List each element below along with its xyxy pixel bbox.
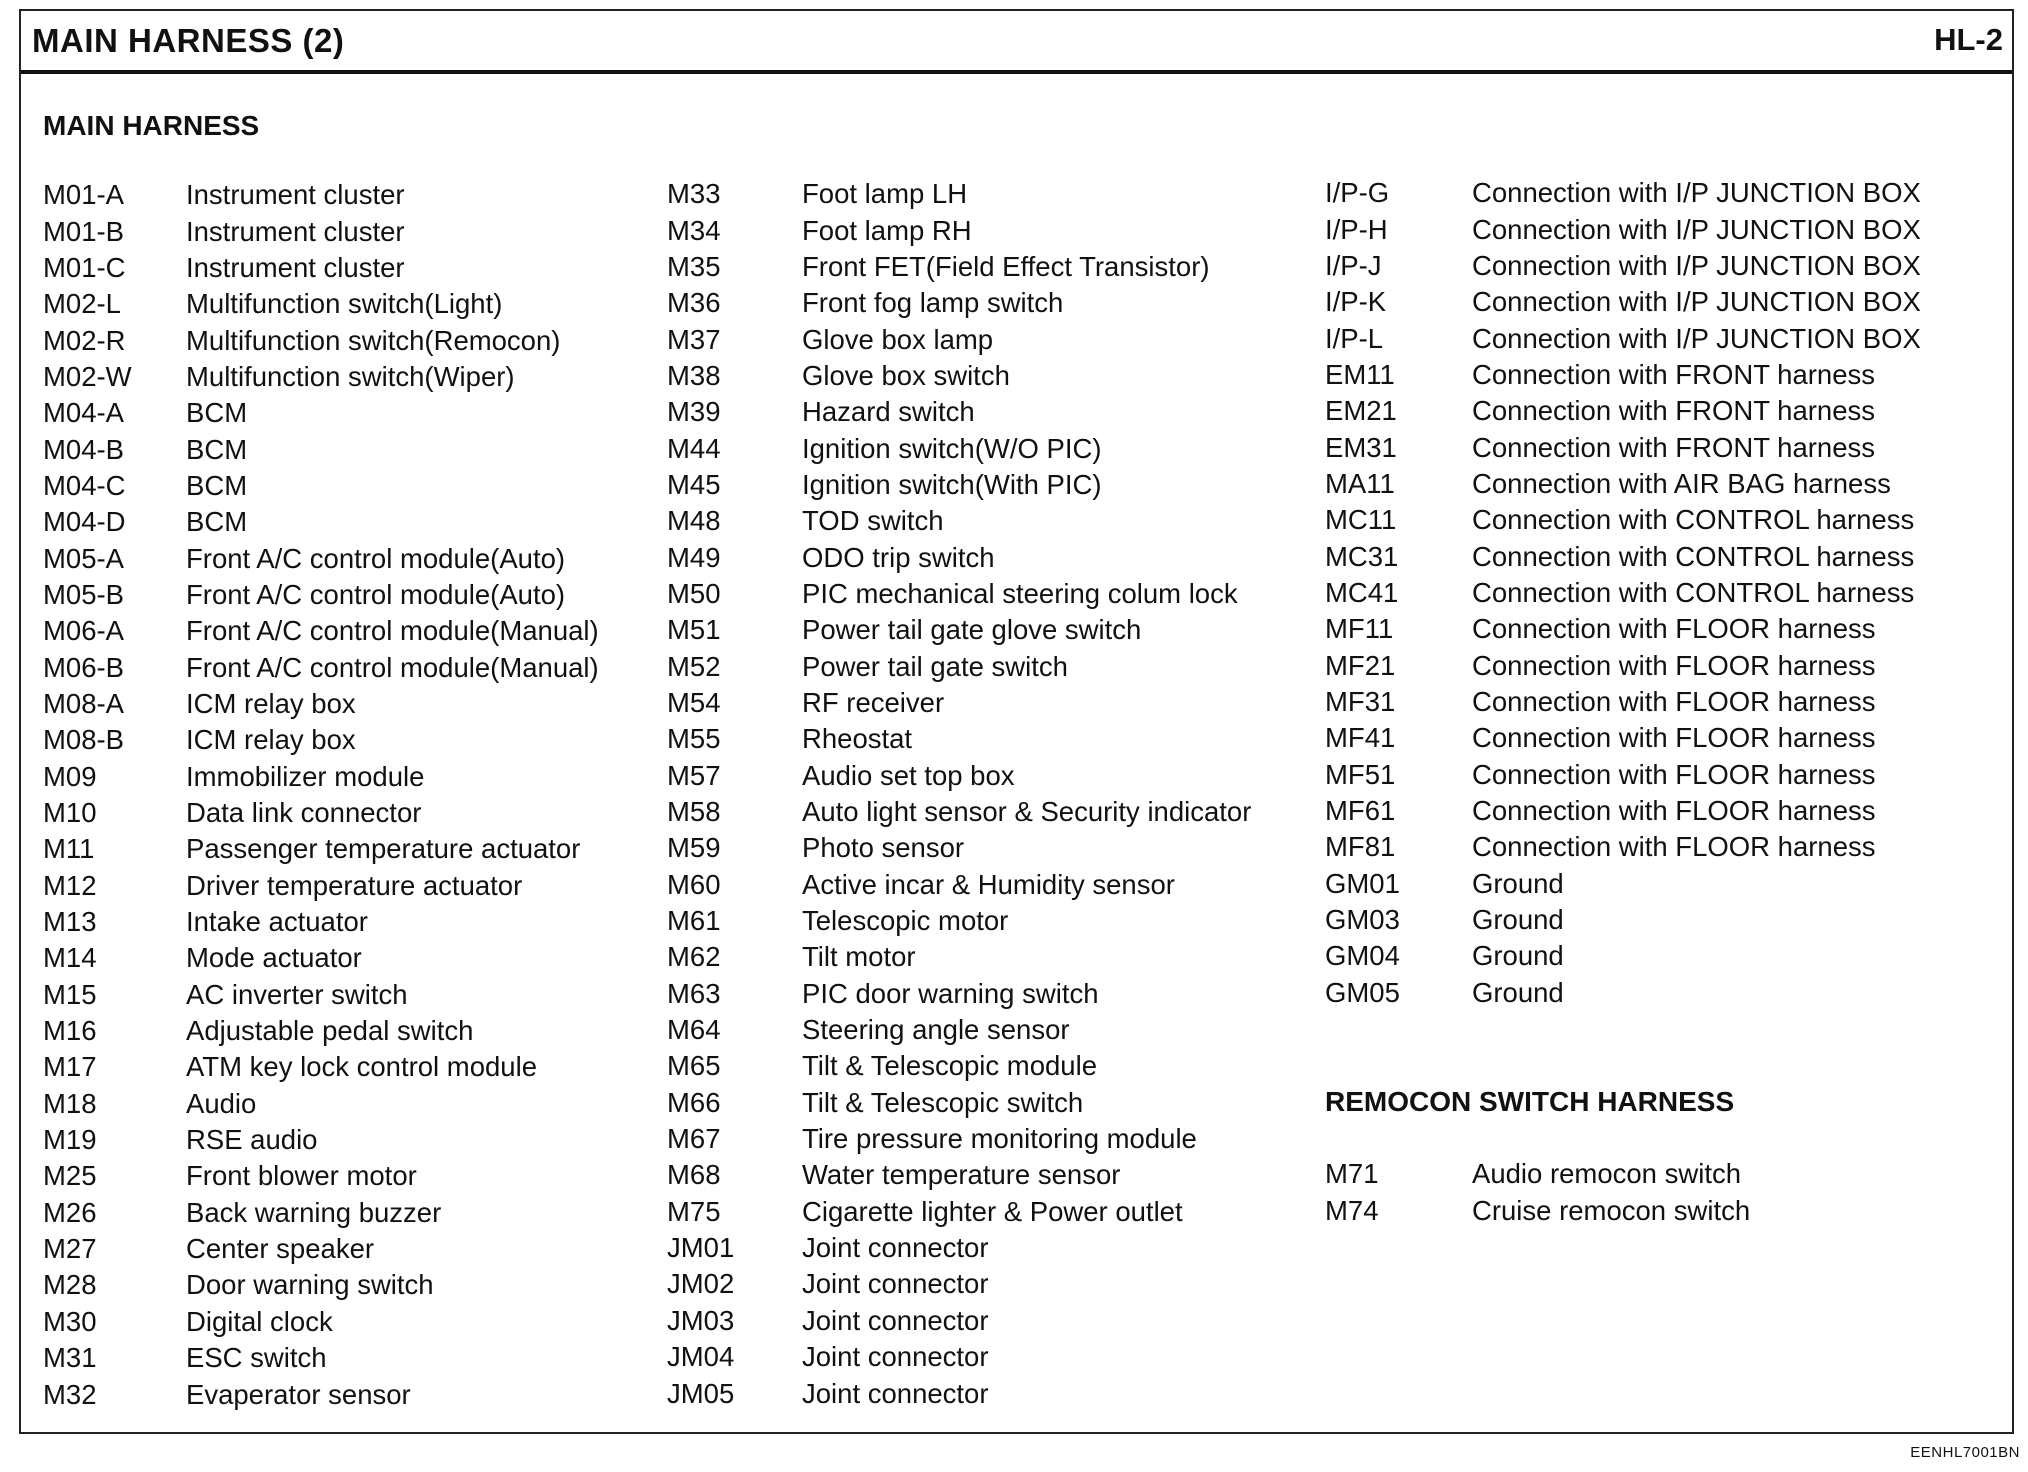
connector-list-col1 [43, 177, 599, 1413]
connector-row [667, 721, 1251, 757]
connector-row [43, 1195, 599, 1231]
connector-row [667, 467, 1251, 503]
connector-code: M49 [667, 541, 721, 573]
connector-code: M15 [43, 978, 97, 1010]
connector-row [43, 940, 599, 976]
connector-description: Audio remocon switch [1472, 1158, 1742, 1190]
connector-row [667, 903, 1251, 939]
connector-row [43, 1304, 599, 1340]
connector-code: MF81 [1325, 831, 1396, 863]
section-title-main-harness: MAIN HARNESS [43, 110, 260, 141]
connector-code: M64 [667, 1014, 721, 1046]
connector-row [1325, 538, 1921, 574]
connector-row [43, 577, 599, 613]
connector-description: RSE audio [186, 1124, 318, 1156]
connector-description: TOD switch [802, 505, 944, 537]
connector-code: I/P-J [1325, 249, 1382, 281]
connector-description: Instrument cluster [186, 179, 405, 211]
connector-description: Steering angle sensor [802, 1014, 1070, 1046]
connector-description: Front A/C control module(Manual) [186, 651, 599, 683]
connector-code: M61 [667, 905, 721, 937]
connector-row [1325, 829, 1921, 865]
connector-code: M74 [1325, 1194, 1379, 1226]
connector-row [1325, 1156, 1750, 1192]
connector-list-col3 [1325, 175, 1921, 1011]
connector-row [1325, 793, 1921, 829]
connector-code: M33 [667, 178, 721, 210]
connector-code: M13 [43, 906, 97, 938]
connector-row [1325, 284, 1921, 320]
connector-code: GM01 [1325, 867, 1400, 899]
connector-description: Foot lamp RH [802, 214, 972, 246]
connector-code: M27 [43, 1233, 97, 1265]
connector-code: M04-A [43, 397, 124, 429]
connector-code: M28 [43, 1269, 97, 1301]
connector-row [1325, 1192, 1750, 1228]
connector-code: I/P-K [1325, 286, 1387, 318]
connector-code: M52 [667, 650, 721, 682]
connector-description: Passenger temperature actuator [186, 833, 581, 865]
connector-code: MF11 [1325, 613, 1394, 645]
connector-row [667, 212, 1251, 248]
connector-row [667, 576, 1251, 612]
connector-description: AC inverter switch [186, 978, 408, 1010]
connector-code: M31 [43, 1342, 97, 1374]
connector-code: M54 [667, 686, 721, 718]
connector-code: M51 [667, 614, 721, 646]
connector-description: Evaperator sensor [186, 1378, 411, 1410]
connector-code: M58 [667, 796, 721, 828]
connector-row [1325, 429, 1921, 465]
connector-code: MF31 [1325, 685, 1396, 717]
connector-row [667, 430, 1251, 466]
connector-code: JM05 [667, 1377, 735, 1409]
connector-description: Connection with FRONT harness [1472, 431, 1875, 463]
connector-code: M38 [667, 359, 721, 391]
connector-description: Back warning buzzer [186, 1196, 442, 1228]
connector-description: Joint connector [802, 1232, 989, 1264]
connector-description: Glove box switch [802, 359, 1010, 391]
connector-code: GM04 [1325, 940, 1400, 972]
connector-description: Digital clock [186, 1305, 333, 1337]
connector-row [1325, 902, 1921, 938]
connector-description: Tilt & Telescopic module [802, 1050, 1097, 1082]
connector-row [667, 976, 1251, 1012]
connector-row [667, 794, 1251, 830]
connector-code: M63 [667, 977, 721, 1009]
connector-description: Data link connector [186, 797, 422, 829]
connector-description: Connection with FLOOR harness [1472, 722, 1876, 754]
connector-description: Door warning switch [186, 1269, 434, 1301]
connector-code: M62 [667, 941, 721, 973]
connector-description: Active incar & Humidity sensor [802, 868, 1175, 900]
connector-description: Connection with FLOOR harness [1472, 685, 1876, 717]
connector-description: Connection with I/P JUNCTION BOX [1472, 286, 1921, 318]
connector-code: MF61 [1325, 795, 1396, 827]
connector-code: M02-W [43, 360, 132, 392]
connector-description: Center speaker [186, 1233, 375, 1265]
connector-row [667, 1121, 1251, 1157]
connector-description: BCM [186, 469, 248, 501]
connector-row [667, 939, 1251, 975]
connector-code: M06-A [43, 615, 124, 647]
section-title-remocon-harness: REMOCON SWITCH HARNESS [1325, 1086, 1735, 1117]
connector-row [1325, 611, 1921, 647]
connector-row [667, 830, 1251, 866]
connector-code: M04-B [43, 433, 124, 465]
connector-row [1325, 175, 1921, 211]
connector-row [667, 1303, 1251, 1339]
connector-description: Immobilizer module [186, 760, 425, 792]
connector-code: M14 [43, 942, 97, 974]
connector-description: Connection with FLOOR harness [1472, 795, 1876, 827]
connector-row [667, 685, 1251, 721]
connector-description: Multifunction switch(Light) [186, 288, 503, 320]
connector-description: Connection with CONTROL harness [1472, 540, 1915, 572]
connector-description: Connection with CONTROL harness [1472, 576, 1915, 608]
connector-description: Multifunction switch(Wiper) [186, 360, 515, 392]
connector-row [1325, 647, 1921, 683]
connector-description: ATM key lock control module [186, 1051, 538, 1083]
page-code: HL-2 [1934, 22, 2003, 57]
connector-description: Multifunction switch(Remocon) [186, 324, 561, 356]
connector-code: I/P-H [1325, 213, 1388, 245]
connector-code: MF51 [1325, 758, 1396, 790]
connector-row [667, 1048, 1251, 1084]
connector-code: M75 [667, 1195, 721, 1227]
connector-code: M04-D [43, 506, 126, 538]
connector-code: EM11 [1325, 358, 1395, 390]
connector-description: BCM [186, 506, 248, 538]
connector-code: I/P-L [1325, 322, 1384, 354]
connector-description: RF receiver [802, 686, 945, 718]
connector-row [667, 1085, 1251, 1121]
connector-row [43, 468, 599, 504]
connector-row [43, 868, 599, 904]
connector-row [43, 904, 599, 940]
connector-description: Hazard switch [802, 396, 975, 428]
connector-row [43, 795, 599, 831]
connector-row [667, 1157, 1251, 1193]
connector-row [667, 358, 1251, 394]
connector-row [43, 831, 599, 867]
connector-code: M59 [667, 832, 721, 864]
connector-description: Ignition switch(W/O PIC) [802, 432, 1102, 464]
connector-description: Adjustable pedal switch [186, 1015, 474, 1047]
connector-row [1325, 502, 1921, 538]
connector-description: Connection with I/P JUNCTION BOX [1472, 249, 1921, 281]
connector-code: MC11 [1325, 504, 1397, 536]
connector-row [667, 1230, 1251, 1266]
connector-description: ICM relay box [186, 724, 356, 756]
connector-code: M02-R [43, 324, 126, 356]
connector-description: Intake actuator [186, 906, 368, 938]
connector-code: M26 [43, 1196, 97, 1228]
connector-description: Tilt & Telescopic switch [802, 1086, 1084, 1118]
connector-code: MF41 [1325, 722, 1396, 754]
connector-code: I/P-G [1325, 177, 1390, 209]
connector-code: MC41 [1325, 576, 1399, 608]
connector-row [667, 1266, 1251, 1302]
connector-code: M09 [43, 760, 97, 792]
connector-description: Front fog lamp switch [802, 287, 1064, 319]
connector-code: EM31 [1325, 431, 1397, 463]
connector-code: EM21 [1325, 395, 1397, 427]
connector-code: M05-A [43, 542, 124, 574]
connector-row [43, 649, 599, 685]
connector-description: Driver temperature actuator [186, 869, 523, 901]
connector-description: Front FET(Field Effect Transistor) [802, 250, 1210, 282]
connector-code: M12 [43, 869, 97, 901]
connector-row [1325, 975, 1921, 1011]
connector-description: Joint connector [802, 1268, 989, 1300]
connector-description: Water temperature sensor [802, 1159, 1121, 1191]
connector-code: M50 [667, 577, 721, 609]
connector-row [43, 613, 599, 649]
connector-row [43, 759, 599, 795]
connector-row [43, 1122, 599, 1158]
connector-code: M25 [43, 1160, 97, 1192]
connector-description: Joint connector [802, 1377, 989, 1409]
connector-row [1325, 211, 1921, 247]
connector-code: JM03 [667, 1304, 735, 1336]
connector-row [1325, 248, 1921, 284]
connector-row [1325, 684, 1921, 720]
connector-code: M71 [1325, 1158, 1379, 1190]
connector-code: M45 [667, 468, 721, 500]
connector-code: M16 [43, 1015, 97, 1047]
connector-row [1325, 357, 1921, 393]
connector-code: M37 [667, 323, 721, 355]
connector-code: M01-A [43, 179, 124, 211]
connector-code: MC31 [1325, 540, 1399, 572]
connector-description: Connection with I/P JUNCTION BOX [1472, 322, 1921, 354]
connector-code: JM02 [667, 1268, 735, 1300]
connector-code: M35 [667, 250, 721, 282]
connector-description: PIC mechanical steering colum lock [802, 577, 1238, 609]
connector-description: Cigarette lighter & Power outlet [802, 1195, 1183, 1227]
connector-description: Joint connector [802, 1341, 989, 1373]
connector-code: GM03 [1325, 904, 1400, 936]
connector-code: M55 [667, 723, 721, 755]
connector-code: M02-L [43, 288, 121, 320]
connector-description: Cruise remocon switch [1472, 1194, 1751, 1226]
connector-code: MF21 [1325, 649, 1396, 681]
connector-row [667, 1375, 1251, 1411]
connector-code: M39 [667, 396, 721, 428]
connector-code: M32 [43, 1378, 97, 1410]
connector-description: Connection with I/P JUNCTION BOX [1472, 177, 1921, 209]
connector-row [43, 286, 599, 322]
connector-row [43, 177, 599, 213]
connector-description: Connection with FLOOR harness [1472, 758, 1876, 790]
footer-code: EENHL7001BN [1910, 1444, 2020, 1461]
connector-description: Audio [186, 1087, 257, 1119]
connector-description: Mode actuator [186, 942, 362, 974]
connector-row [43, 250, 599, 286]
connector-description: Ground [1472, 976, 1564, 1008]
connector-description: Auto light sensor & Security indicator [802, 796, 1252, 828]
connector-row [43, 722, 599, 758]
connector-code: M08-B [43, 724, 124, 756]
connector-description: Rheostat [802, 723, 913, 755]
connector-row [667, 539, 1251, 575]
connector-row [1325, 320, 1921, 356]
connector-row [43, 504, 599, 540]
connector-row [43, 1231, 599, 1267]
connector-description: ODO trip switch [802, 541, 995, 573]
connector-row [1325, 393, 1921, 429]
connector-description: Foot lamp LH [802, 178, 968, 210]
connector-description: Front A/C control module(Auto) [186, 542, 566, 574]
connector-description: Telescopic motor [802, 905, 1009, 937]
connector-description: Connection with FRONT harness [1472, 395, 1875, 427]
connector-description: ESC switch [186, 1342, 327, 1374]
connector-row [1325, 866, 1921, 902]
connector-list-col2 [667, 176, 1251, 1412]
connector-description: Front A/C control module(Auto) [186, 578, 566, 610]
connector-description: Connection with FLOOR harness [1472, 613, 1876, 645]
connector-code: JM04 [667, 1341, 735, 1373]
connector-description: BCM [186, 433, 248, 465]
connector-description: Photo sensor [802, 832, 965, 864]
connector-code: M17 [43, 1051, 97, 1083]
connector-description: ICM relay box [186, 687, 356, 719]
connector-description: Glove box lamp [802, 323, 994, 355]
connector-code: M65 [667, 1050, 721, 1082]
connector-row [667, 1012, 1251, 1048]
connector-row [667, 394, 1251, 430]
connector-row [43, 977, 599, 1013]
connector-code: M30 [43, 1305, 97, 1337]
connector-row [667, 176, 1251, 212]
connector-row [667, 867, 1251, 903]
connector-description: Front blower motor [186, 1160, 417, 1192]
connector-description: Instrument cluster [186, 215, 405, 247]
connector-row [43, 395, 599, 431]
connector-code: M19 [43, 1124, 97, 1156]
connector-description: Audio set top box [802, 759, 1015, 791]
connector-description: Ignition switch(With PIC) [802, 468, 1102, 500]
connector-code: M68 [667, 1159, 721, 1191]
connector-row [667, 1194, 1251, 1230]
connector-description: BCM [186, 397, 248, 429]
connector-description: Connection with FRONT harness [1472, 358, 1875, 390]
connector-code: GM05 [1325, 976, 1400, 1008]
connector-row [43, 1086, 599, 1122]
connector-description: Power tail gate switch [802, 650, 1068, 682]
connector-code: MA11 [1325, 467, 1395, 499]
connector-row [667, 1339, 1251, 1375]
connector-description: Connection with FLOOR harness [1472, 831, 1876, 863]
connector-row [1325, 720, 1921, 756]
connector-code: M01-C [43, 251, 126, 283]
connector-code: M06-B [43, 651, 124, 683]
connector-row [43, 322, 599, 358]
connector-code: M60 [667, 868, 721, 900]
connector-row [43, 359, 599, 395]
connector-code: M66 [667, 1086, 721, 1118]
connector-code: M36 [667, 287, 721, 319]
connector-code: M48 [667, 505, 721, 537]
connector-code: M01-B [43, 215, 124, 247]
connector-description: Front A/C control module(Manual) [186, 615, 599, 647]
connector-row [43, 686, 599, 722]
connector-row [667, 648, 1251, 684]
connector-description: Instrument cluster [186, 251, 405, 283]
page-header [21, 11, 2012, 74]
connector-row [667, 503, 1251, 539]
connector-description: PIC door warning switch [802, 977, 1099, 1009]
connector-description: Connection with AIR BAG harness [1472, 467, 1891, 499]
connector-description: Connection with CONTROL harness [1472, 504, 1915, 536]
connector-row [43, 213, 599, 249]
page-title: MAIN HARNESS (2) [32, 22, 345, 59]
connector-row [43, 1049, 599, 1085]
connector-list-remocon [1325, 1156, 1750, 1229]
connector-row [667, 285, 1251, 321]
connector-description: Tilt motor [802, 941, 916, 973]
connector-row [43, 1376, 599, 1412]
connector-row [43, 1158, 599, 1194]
connector-row [667, 758, 1251, 794]
connector-row [1325, 938, 1921, 974]
connector-description: Power tail gate glove switch [802, 614, 1142, 646]
connector-row [1325, 575, 1921, 611]
connector-code: JM01 [667, 1232, 735, 1264]
connector-code: M05-B [43, 578, 124, 610]
connector-code: M10 [43, 797, 97, 829]
connector-description: Ground [1472, 940, 1564, 972]
connector-row [667, 249, 1251, 285]
connector-row [43, 1267, 599, 1303]
connector-code: M11 [43, 833, 95, 865]
connector-row [43, 1013, 599, 1049]
connector-code: M67 [667, 1123, 721, 1155]
connector-row [43, 1340, 599, 1376]
connector-code: M44 [667, 432, 721, 464]
connector-row [43, 540, 599, 576]
connector-description: Ground [1472, 904, 1564, 936]
connector-code: M18 [43, 1087, 97, 1119]
connector-row [1325, 466, 1921, 502]
connector-row [667, 612, 1251, 648]
connector-code: M08-A [43, 687, 124, 719]
connector-description: Tire pressure monitoring module [802, 1123, 1197, 1155]
connector-description: Ground [1472, 867, 1564, 899]
connector-row [667, 321, 1251, 357]
connector-row [1325, 757, 1921, 793]
connector-code: M04-C [43, 469, 126, 501]
connector-description: Joint connector [802, 1304, 989, 1336]
connector-code: M34 [667, 214, 721, 246]
connector-code: M57 [667, 759, 721, 791]
connector-description: Connection with I/P JUNCTION BOX [1472, 213, 1921, 245]
connector-row [43, 431, 599, 467]
connector-description: Connection with FLOOR harness [1472, 649, 1876, 681]
